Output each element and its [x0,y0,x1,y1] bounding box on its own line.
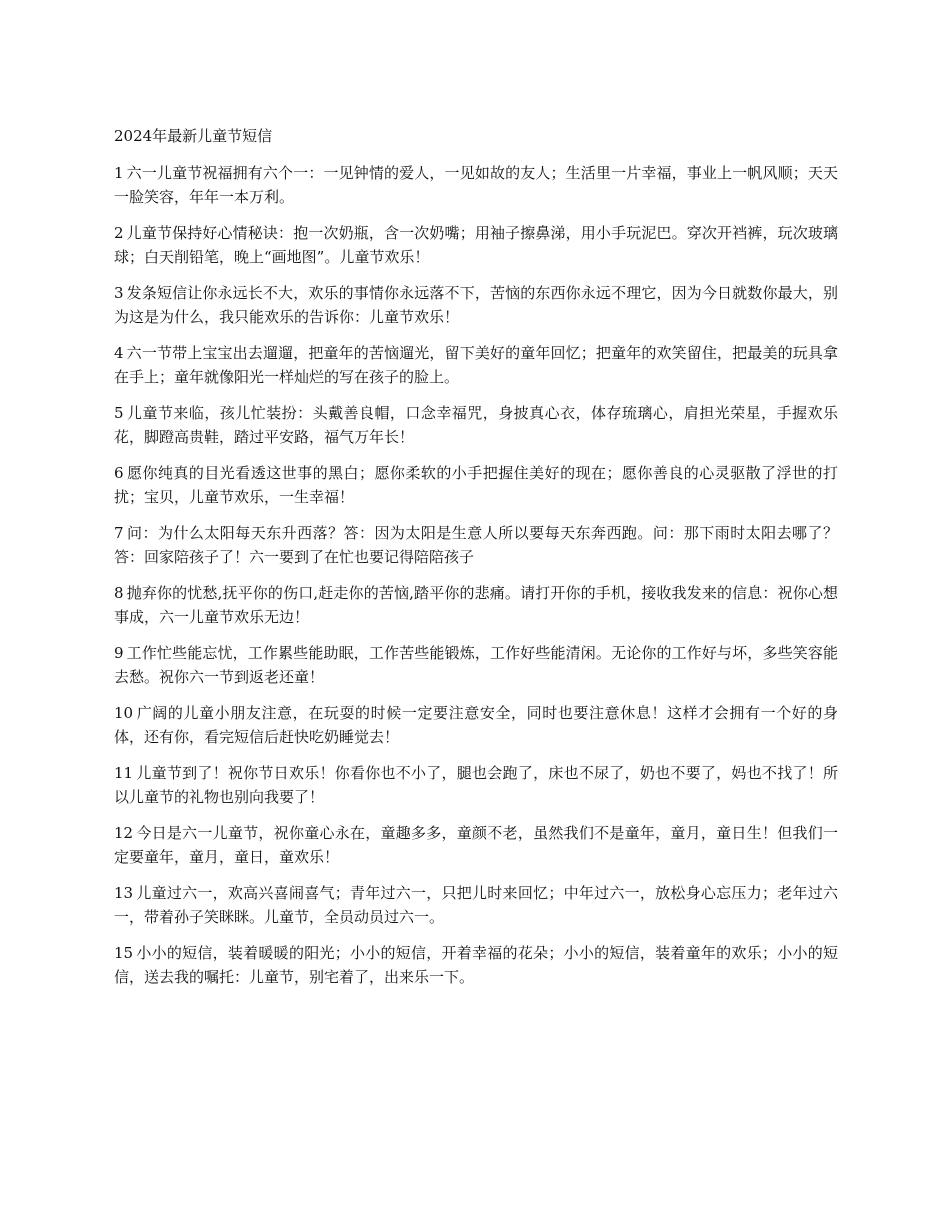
paragraph-number: 8 [114,584,124,602]
paragraph-number: 9 [114,644,124,662]
paragraph-item [114,521,838,569]
paragraph-item [114,701,838,749]
paragraph-number: 13 [114,884,134,902]
paragraph-item [114,341,838,389]
paragraph-item [114,461,838,509]
paragraph-text: 工作忙些能忘忧，工作累些能助眠，工作苦些能锻炼，工作好些能清闲。无论你的工作好与坏，多些笑容能去愁。祝你六一节到返老还童！ [114,644,838,686]
paragraph-text: 儿童节来临，孩儿忙装扮：头戴善良帽，口念幸福咒，身披真心衣，体存琉璃心，肩担光荣星，手握欢乐花，脚蹬高贵鞋，踏过平安路，福气万年长！ [114,404,838,446]
paragraph-item [114,161,838,209]
paragraph-number: 1 [114,164,124,182]
paragraph-text: 问：为什么太阳每天东升西落？答：因为太阳是生意人所以要每天东奔西跑。问：那下雨时太阳去哪了？答：回家陪孩子了！六一要到了在忙也要记得陪陪孩子 [114,524,838,566]
paragraph-list [114,161,838,989]
paragraph-number: 5 [114,404,124,422]
document-title: 2024年最新儿童节短信 [114,127,273,145]
paragraph-item [114,581,838,629]
paragraph-item [114,761,838,809]
paragraph-text: 儿童节到了！祝你节日欢乐！你看你也不小了，腿也会跑了，床也不尿了，奶也不要了，妈也不找了！所以儿童节的礼物也别向我要了！ [114,764,838,806]
paragraph-text: 小小的短信，装着暖暖的阳光；小小的短信，开着幸福的花朵；小小的短信，装着童年的欢乐；小小的短信，送去我的嘱托：儿童节，别宅着了，出来乐一下。 [114,944,838,986]
paragraph-text: 今日是六一儿童节，祝你童心永在，童趣多多，童颜不老，虽然我们不是童年，童月，童日生！但我们一定要童年，童月，童日，童欢乐！ [114,824,838,866]
paragraph-item [114,281,838,329]
paragraph-text: 儿童节保持好心情秘诀：抱一次奶瓶，含一次奶嘴；用袖子擦鼻涕，用小手玩泥巴。穿次开裆裤，玩次玻璃球；白天削铅笔，晚上“画地图”。儿童节欢乐！ [114,224,838,266]
paragraph-number: 4 [114,344,124,362]
paragraph-item [114,941,838,989]
paragraph-item [114,821,838,869]
paragraph-text: 发条短信让你永远长不大，欢乐的事情你永远落不下，苦恼的东西你永远不理它，因为今日就数你最大，别为这是为什么，我只能欢乐的告诉你：儿童节欢乐！ [114,284,838,326]
paragraph-item [114,401,838,449]
paragraph-text: 愿你纯真的目光看透这世事的黑白；愿你柔软的小手把握住美好的现在；愿你善良的心灵驱散了浮世的打扰；宝贝，儿童节欢乐，一生幸福！ [114,464,838,506]
paragraph-item [114,221,838,269]
paragraph-number: 15 [114,944,134,962]
paragraph-text: 抛弃你的忧愁,抚平你的伤口,赶走你的苦恼,踏平你的悲痛。请打开你的手机，接收我发来的信息：祝你心想事成，六一儿童节欢乐无边！ [114,584,838,626]
paragraph-item [114,641,838,689]
paragraph-number: 7 [114,524,124,542]
paragraph-text: 六一节带上宝宝出去遛遛，把童年的苦恼遛光，留下美好的童年回忆；把童年的欢笑留住，把最美的玩具拿在手上；童年就像阳光一样灿烂的写在孩子的脸上。 [114,344,838,386]
paragraph-number: 11 [114,764,134,782]
paragraph-text: 儿童过六一，欢高兴喜闹喜气；青年过六一，只把儿时来回忆；中年过六一，放松身心忘压力；老年过六一，带着孙子笑眯眯。儿童节，全员动员过六一。 [114,884,838,926]
paragraph-number: 12 [114,824,134,842]
paragraph-text: 广阔的儿童小朋友注意，在玩耍的时候一定要注意安全，同时也要注意休息！这样才会拥有一个好的身体，还有你，看完短信后赶快吃奶睡觉去！ [114,704,838,746]
paragraph-number: 2 [114,224,124,242]
paragraph-number: 10 [114,704,134,722]
paragraph-item [114,881,838,929]
paragraph-number: 3 [114,284,124,302]
paragraph-number: 6 [114,464,124,482]
paragraph-text: 六一儿童节祝福拥有六个一：一见钟情的爱人，一见如故的友人；生活里一片幸福，事业上一帆风顺；天天一脸笑容，年年一本万利。 [114,164,838,206]
